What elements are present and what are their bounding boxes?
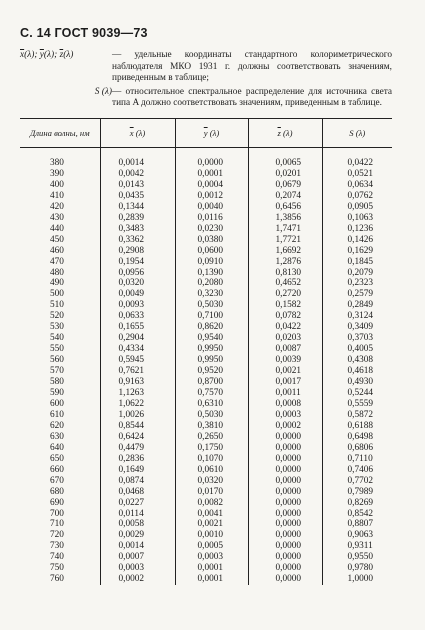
table-row	[20, 366, 392, 377]
header-z-arg: (λ)	[280, 128, 293, 138]
cell-y: 0,5030	[175, 300, 248, 311]
table-row	[20, 399, 392, 410]
definition-dash: —	[112, 50, 135, 60]
table-row	[20, 563, 392, 574]
cell-s: 0,3409	[322, 322, 392, 333]
cell-y: 0,0003	[175, 552, 248, 563]
cell-x: 0,1649	[100, 465, 175, 476]
cell-wavelength: 610	[50, 409, 64, 420]
cell-z: 0,0000	[248, 519, 322, 530]
cell-s: 0,7406	[322, 465, 392, 476]
cell-wavelength: 410	[50, 190, 64, 201]
definition-text-s	[112, 87, 392, 110]
cell-y: 0,0004	[175, 180, 248, 191]
cell-y: 0,0230	[175, 224, 248, 235]
cell-y: 0,0610	[175, 465, 248, 476]
cell-x: 0,0049	[100, 289, 175, 300]
table-row	[20, 410, 392, 421]
cell-s: 1,0000	[322, 574, 392, 585]
cell-y: 0,8700	[175, 377, 248, 388]
definition-xyz	[20, 50, 392, 85]
cell-y: 0,0041	[175, 509, 248, 520]
cell-wavelength: 730	[50, 541, 64, 552]
cell-wavelength: 760	[50, 574, 64, 585]
definition-body: удельные координаты стандартного колориметрического наблюдателя МКО 1931 г. должны соответствовать значениям, приведенным в таблице;	[112, 50, 392, 84]
cell-s: 0,1845	[322, 257, 392, 268]
cell-x: 0,9163	[100, 377, 175, 388]
cell-y: 0,0082	[175, 498, 248, 509]
cell-x: 0,0093	[100, 300, 175, 311]
cell-s: 0,4930	[322, 377, 392, 388]
cell-wavelength: 510	[50, 300, 64, 311]
cell-y: 0,0021	[175, 519, 248, 530]
cell-x: 1,1263	[100, 388, 175, 399]
cell-s: 0,8807	[322, 519, 392, 530]
table-body	[20, 148, 392, 586]
symbol-z-arg: (λ)	[63, 50, 74, 60]
cell-s: 0,2579	[322, 289, 392, 300]
cell-z: 0,0203	[248, 333, 322, 344]
table-row	[20, 224, 392, 235]
cell-x: 0,0227	[100, 498, 175, 509]
cell-x: 0,0633	[100, 311, 175, 322]
cell-wavelength: 740	[50, 552, 64, 563]
definition-body: относительное спектральное распределение для источника света типа A должно соответствовать значениям, приведенным в таблице.	[112, 86, 392, 109]
cell-y: 0,0600	[175, 246, 248, 257]
cell-z: 0,0002	[248, 421, 322, 432]
cell-wavelength: 560	[50, 355, 64, 366]
cell-z: 0,0000	[248, 476, 322, 487]
cell-x: 0,1344	[100, 202, 175, 213]
table-row	[20, 322, 392, 333]
cell-x: 0,1655	[100, 322, 175, 333]
cell-z: 0,6456	[248, 202, 322, 213]
cell-x: 0,0435	[100, 191, 175, 202]
cell-z: 0,0003	[248, 410, 322, 421]
cell-y: 0,9950	[175, 344, 248, 355]
table-row	[20, 574, 392, 585]
cell-wavelength: 440	[50, 223, 64, 234]
table-row	[20, 311, 392, 322]
cell-wavelength: 580	[50, 377, 64, 388]
table-row	[20, 344, 392, 355]
cell-z: 1,7721	[248, 235, 322, 246]
cell-x: 1,0622	[100, 399, 175, 410]
table-row	[20, 278, 392, 289]
symbol-x-arg: (λ);	[24, 50, 40, 60]
cell-z: 0,0008	[248, 399, 322, 410]
cell-s: 0,7702	[322, 476, 392, 487]
cell-x: 0,2908	[100, 246, 175, 257]
table-row	[20, 541, 392, 552]
cell-x: 0,0029	[100, 530, 175, 541]
cell-x: 1,0026	[100, 410, 175, 421]
cell-y: 0,3810	[175, 421, 248, 432]
cell-s: 0,1236	[322, 224, 392, 235]
cell-x: 0,7621	[100, 366, 175, 377]
cell-x: 0,1954	[100, 257, 175, 268]
table-row	[20, 289, 392, 300]
cell-s: 0,9311	[322, 541, 392, 552]
cell-s: 0,6498	[322, 432, 392, 443]
cell-wavelength: 590	[50, 388, 64, 399]
table-row	[20, 454, 392, 465]
symbol-z: $\overline{z}$	[59, 50, 64, 60]
cell-wavelength: 490	[50, 278, 64, 289]
table-header-row	[20, 119, 392, 148]
symbol-y-arg: (λ);	[43, 50, 60, 60]
cell-x: 0,0042	[100, 169, 175, 180]
cell-s: 0,0905	[322, 202, 392, 213]
cell-wavelength: 530	[50, 322, 64, 333]
cell-y: 0,0001	[175, 574, 248, 585]
cell-s: 0,1426	[322, 235, 392, 246]
table-row	[20, 465, 392, 476]
cell-z: 0,0000	[248, 498, 322, 509]
cell-z: 0,0000	[248, 541, 322, 552]
page-header: С. 14 ГОСТ 9039—73	[20, 26, 148, 40]
cell-z: 0,2074	[248, 191, 322, 202]
cell-s: 0,5244	[322, 388, 392, 399]
cell-wavelength: 750	[50, 563, 64, 574]
cell-x: 0,0874	[100, 476, 175, 487]
cell-y: 0,6310	[175, 399, 248, 410]
cell-z: 0,1582	[248, 300, 322, 311]
table-row	[20, 148, 392, 169]
cell-y: 0,0005	[175, 541, 248, 552]
cell-wavelength: 450	[50, 234, 64, 245]
cell-s: 0,6806	[322, 443, 392, 454]
cell-z: 0,0000	[248, 509, 322, 520]
cell-z: 0,0000	[248, 574, 322, 585]
cell-y: 0,1390	[175, 268, 248, 279]
cell-s: 0,9550	[322, 552, 392, 563]
cell-y: 0,0001	[175, 169, 248, 180]
cell-x: 0,3483	[100, 224, 175, 235]
cell-wavelength: 600	[50, 398, 64, 409]
cell-y: 0,0012	[175, 191, 248, 202]
cell-y: 0,9950	[175, 355, 248, 366]
cell-wavelength: 670	[50, 475, 64, 486]
cell-x: 0,2839	[100, 213, 175, 224]
table-row	[20, 388, 392, 399]
header-x-letter: $\overline{x}$	[129, 128, 134, 138]
header-y-arg: (λ)	[207, 128, 220, 138]
cell-z: 0,0000	[248, 454, 322, 465]
cell-x: 0,5945	[100, 355, 175, 366]
table-row	[20, 552, 392, 563]
cell-s: 0,0521	[322, 169, 392, 180]
cell-x: 0,0143	[100, 180, 175, 191]
table-row	[20, 235, 392, 246]
cell-z: 1,2876	[248, 257, 322, 268]
cell-y: 0,0380	[175, 235, 248, 246]
cell-wavelength: 620	[50, 420, 64, 431]
cell-y: 0,1070	[175, 454, 248, 465]
cell-z: 0,0000	[248, 563, 322, 574]
cell-s: 0,2079	[322, 268, 392, 279]
cell-wavelength: 640	[50, 442, 64, 453]
header-y	[175, 119, 248, 148]
cell-wavelength: 550	[50, 344, 64, 355]
cell-s: 0,8269	[322, 498, 392, 509]
header-y-letter: $\overline{y}$	[203, 128, 208, 138]
table-row	[20, 519, 392, 530]
table-row	[20, 169, 392, 180]
header-x-arg: (λ)	[133, 128, 146, 138]
cell-x: 0,2904	[100, 333, 175, 344]
cell-y: 0,8620	[175, 322, 248, 333]
cell-x: 0,0014	[100, 541, 175, 552]
cell-y: 0,0320	[175, 476, 248, 487]
cell-s: 0,3703	[322, 333, 392, 344]
cell-y: 0,1750	[175, 443, 248, 454]
cell-y: 0,0910	[175, 257, 248, 268]
header-z-letter: $\overline{z}$	[277, 128, 281, 138]
cell-z: 0,0782	[248, 311, 322, 322]
cell-y: 0,9520	[175, 366, 248, 377]
cell-wavelength: 690	[50, 497, 64, 508]
cell-s: 0,7110	[322, 454, 392, 465]
cell-s: 0,5872	[322, 410, 392, 421]
cell-y: 0,5030	[175, 410, 248, 421]
table-row	[20, 498, 392, 509]
cell-y: 0,7570	[175, 388, 248, 399]
cell-z: 0,0000	[248, 443, 322, 454]
cell-s: 0,1063	[322, 213, 392, 224]
spectral-data-table	[20, 118, 392, 585]
cell-s: 0,7989	[322, 487, 392, 498]
header-z	[248, 119, 322, 148]
table-row	[20, 443, 392, 454]
table-row	[20, 213, 392, 224]
cell-x: 0,8544	[100, 421, 175, 432]
cell-z: 0,0422	[248, 322, 322, 333]
table-row	[20, 530, 392, 541]
cell-x: 0,4334	[100, 344, 175, 355]
cell-y: 0,0116	[175, 213, 248, 224]
cell-x: 0,6424	[100, 432, 175, 443]
cell-z: 0,0011	[248, 388, 322, 399]
cell-y: 0,0040	[175, 202, 248, 213]
table-row	[20, 246, 392, 257]
cell-s: 0,8542	[322, 509, 392, 520]
cell-z: 1,3856	[248, 213, 322, 224]
cell-wavelength: 400	[50, 179, 64, 190]
definitions-block	[20, 50, 392, 112]
cell-x: 0,0058	[100, 519, 175, 530]
cell-s: 0,3124	[322, 311, 392, 322]
table-row	[20, 268, 392, 279]
cell-z: 0,0679	[248, 180, 322, 191]
cell-z: 0,0201	[248, 169, 322, 180]
cell-y: 0,9540	[175, 333, 248, 344]
table-row	[20, 300, 392, 311]
cell-z: 1,7471	[248, 224, 322, 235]
cell-s: 0,0422	[322, 148, 392, 169]
cell-wavelength: 520	[50, 311, 64, 322]
cell-y: 0,3230	[175, 289, 248, 300]
cell-x: 0,0014	[100, 148, 175, 169]
cell-z: 0,0000	[248, 432, 322, 443]
cell-s: 0,0634	[322, 180, 392, 191]
table-row	[20, 191, 392, 202]
cell-s: 0,6188	[322, 421, 392, 432]
symbol-y: $\overline{y}$	[39, 50, 44, 60]
table-row	[20, 180, 392, 191]
cell-y: 0,0000	[175, 148, 248, 169]
cell-s: 0,9063	[322, 530, 392, 541]
cell-s: 0,5559	[322, 399, 392, 410]
cell-wavelength: 720	[50, 530, 64, 541]
header-x	[100, 119, 175, 148]
cell-z: 0,0021	[248, 366, 322, 377]
cell-s: 0,2323	[322, 278, 392, 289]
cell-wavelength: 700	[50, 508, 64, 519]
definition-text-xyz	[112, 50, 392, 85]
table-row	[20, 202, 392, 213]
definition-s	[20, 87, 392, 110]
symbol-x: $\overline{x}$	[20, 50, 25, 60]
table-row	[20, 421, 392, 432]
cell-z: 0,0065	[248, 148, 322, 169]
table-row	[20, 257, 392, 268]
definition-dash: —	[112, 86, 126, 97]
table-row	[20, 509, 392, 520]
cell-z: 0,4652	[248, 278, 322, 289]
cell-s: 0,9780	[322, 563, 392, 574]
cell-z: 0,0000	[248, 552, 322, 563]
cell-x: 0,0468	[100, 487, 175, 498]
cell-y: 0,0170	[175, 487, 248, 498]
cell-z: 0,0000	[248, 487, 322, 498]
cell-x: 0,0002	[100, 574, 175, 585]
cell-x: 0,3362	[100, 235, 175, 246]
cell-wavelength: 630	[50, 431, 64, 442]
table-row	[20, 432, 392, 443]
cell-y: 0,0001	[175, 563, 248, 574]
cell-wavelength: 430	[50, 212, 64, 223]
cell-s: 0,0762	[322, 191, 392, 202]
definition-symbol-xyz	[20, 50, 112, 85]
cell-s: 0,4308	[322, 355, 392, 366]
cell-y: 0,2080	[175, 278, 248, 289]
cell-y: 0,2650	[175, 432, 248, 443]
cell-s: 0,4005	[322, 344, 392, 355]
cell-s: 0,1629	[322, 246, 392, 257]
cell-wavelength: 660	[50, 464, 64, 475]
cell-x: 0,0114	[100, 509, 175, 520]
table-row	[20, 476, 392, 487]
cell-x: 0,4479	[100, 443, 175, 454]
cell-z: 0,0017	[248, 377, 322, 388]
table-row	[20, 487, 392, 498]
cell-wavelength: 710	[50, 519, 64, 530]
cell-wavelength: 390	[50, 168, 64, 179]
cell-wavelength: 480	[50, 267, 64, 278]
cell-s: 0,4618	[322, 366, 392, 377]
cell-z: 1,6692	[248, 246, 322, 257]
cell-wavelength: 540	[50, 333, 64, 344]
cell-wavelength: 420	[50, 201, 64, 212]
cell-s: 0,2849	[322, 300, 392, 311]
cell-x: 0,0007	[100, 552, 175, 563]
cell-wavelength: 470	[50, 256, 64, 267]
table-row	[20, 377, 392, 388]
cell-x: 0,0320	[100, 278, 175, 289]
cell-z: 0,2720	[248, 289, 322, 300]
cell-x: 0,2836	[100, 454, 175, 465]
cell-wavelength: 500	[50, 289, 64, 300]
cell-z: 0,0087	[248, 344, 322, 355]
definition-symbol-s: S (λ)	[94, 86, 112, 97]
cell-x: 0,0956	[100, 268, 175, 279]
cell-z: 0,0039	[248, 355, 322, 366]
cell-x: 0,0003	[100, 563, 175, 574]
cell-z: 0,8130	[248, 268, 322, 279]
cell-wavelength: 570	[50, 366, 64, 377]
cell-z: 0,0000	[248, 465, 322, 476]
cell-wavelength: 460	[50, 245, 64, 256]
cell-y: 0,0010	[175, 530, 248, 541]
cell-wavelength: 380	[50, 158, 64, 168]
table-row	[20, 355, 392, 366]
header-wavelength: Длина волны, нм	[20, 119, 100, 148]
cell-wavelength: 680	[50, 486, 64, 497]
table-row	[20, 333, 392, 344]
cell-wavelength: 650	[50, 453, 64, 464]
header-s: S (λ)	[322, 119, 392, 148]
cell-z: 0,0000	[248, 530, 322, 541]
cell-y: 0,7100	[175, 311, 248, 322]
